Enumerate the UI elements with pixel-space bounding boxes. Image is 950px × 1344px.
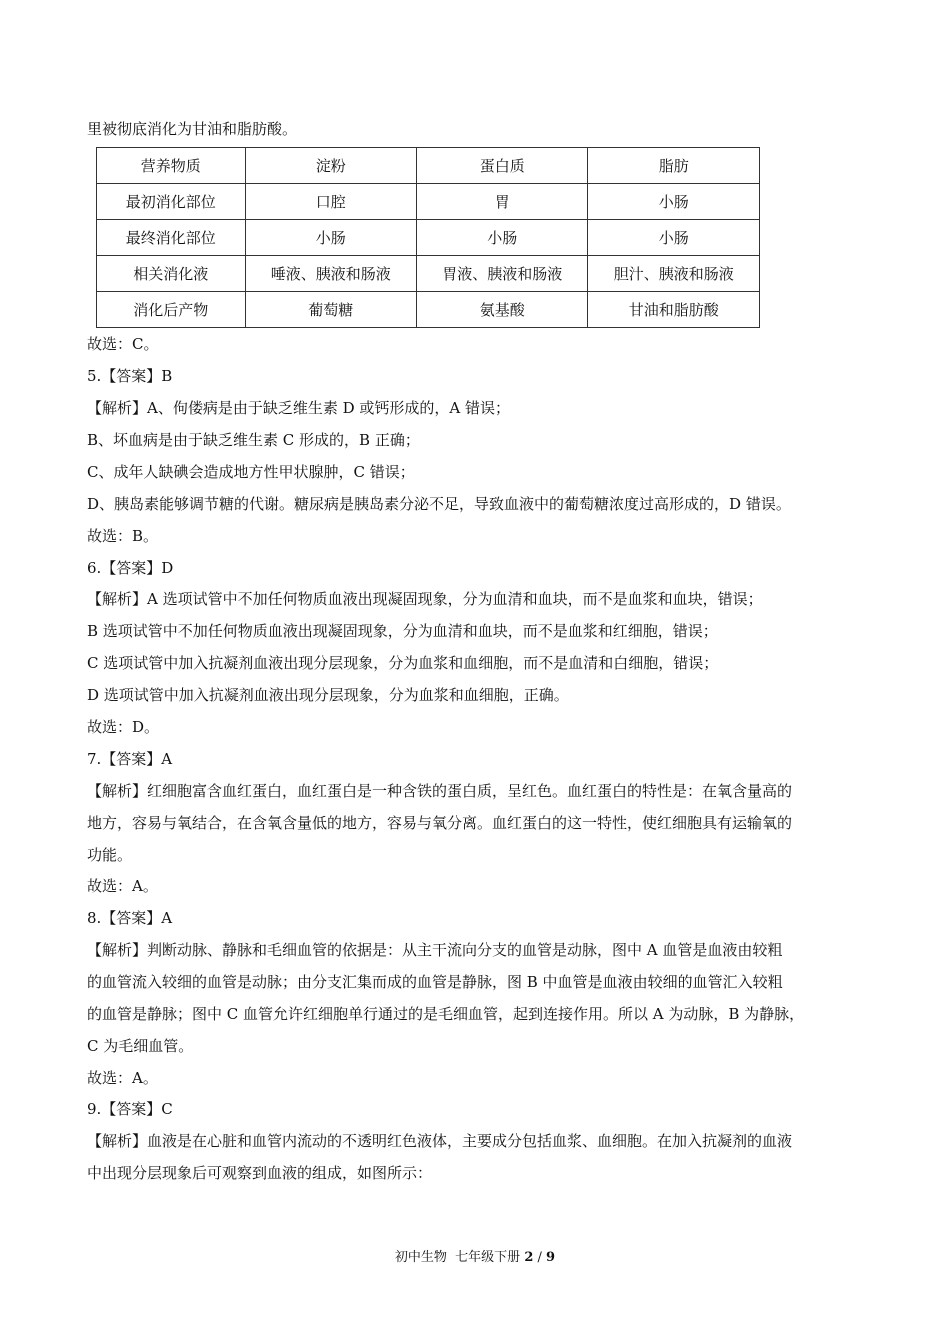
table-cell: 消化后产物 [97,292,246,328]
answer-heading: 5.【答案】B [87,367,173,385]
analysis-text: B 选项试管中不加任何物质血液出现凝固现象，分为血清和血块，而不是血浆和红细胞，错误； [87,622,718,640]
table-cell: 最初消化部位 [97,184,246,220]
table-cell: 胆汁、胰液和肠液 [588,256,760,292]
page-footer [0,1246,950,1265]
analysis-text: 地方，容易与氧结合，在含氧含量低的地方，容易与氧分离。血红蛋白的这一特性，使红细胞具有运输氧的 [87,814,793,832]
analysis-text: 功能。 [87,846,133,864]
footer-page-number: 2 [524,1250,534,1265]
table-cell: 小肠 [417,220,588,256]
table-cell: 氨基酸 [417,292,588,328]
table-cell: 相关消化液 [97,256,246,292]
answer-choice: 故选：A。 [87,1069,158,1087]
table-cell: 最终消化部位 [97,220,246,256]
answer-choice: 故选：A。 [87,877,158,895]
table-cell: 蛋白质 [417,148,588,184]
analysis-text: 【解析】血液是在心脏和血管内流动的不透明红色液体，主要成分包括血浆、血细胞。在加入抗凝剂的血液 [87,1132,793,1150]
footer-subject: 初中生物 [394,1250,447,1265]
table-cell: 胃液、胰液和肠液 [417,256,588,292]
answer-heading: 8.【答案】A [87,909,173,927]
table-row [97,256,760,292]
answer-choice: 故选：D。 [87,718,160,736]
analysis-text: B、坏血病是由于缺乏维生素 C 形成的，B 正确； [87,431,420,449]
table-cell: 口腔 [245,184,416,220]
answer-heading: 9.【答案】C [87,1100,173,1118]
table-cell: 淀粉 [245,148,416,184]
table-cell: 小肠 [588,184,760,220]
footer-page-total: 9 [546,1250,556,1265]
table-cell: 唾液、胰液和肠液 [245,256,416,292]
footer-grade: 七年级下册 [455,1250,521,1265]
analysis-text: C、成年人缺碘会造成地方性甲状腺肿，C 错误； [87,463,415,481]
table-cell: 小肠 [588,220,760,256]
table-row [97,148,760,184]
analysis-text: 【解析】红细胞富含血红蛋白，血红蛋白是一种含铁的蛋白质，呈红色。血红蛋白的特性是：在氧含量高的 [87,782,793,800]
analysis-text: C 为毛细血管。 [87,1037,194,1055]
table-row [97,184,760,220]
table-cell: 葡萄糖 [245,292,416,328]
table-row [97,220,760,256]
answer-choice: 故选：B。 [87,527,159,545]
analysis-text: 的血管流入较细的血管是动脉；由分支汇集而成的血管是静脉，图 B 中血管是血液由较细的血管汇入较粗 [87,973,783,991]
table-cell: 脂肪 [588,148,760,184]
table-cell: 甘油和脂肪酸 [588,292,760,328]
footer-separator: / [537,1250,542,1265]
answer-choice: 故选：C。 [87,335,159,353]
answer-heading: 7.【答案】A [87,750,173,768]
analysis-text: 【解析】A 选项试管中不加任何物质血液出现凝固现象，分为血清和血块，而不是血浆和血块，错误； [87,590,763,608]
analysis-text: 的血管是静脉；图中 C 血管允许红细胞单行通过的是毛细血管，起到连接作用。所以 A 为动脉，B 为静脉， [87,1005,805,1023]
analysis-text: 【解析】判断动脉、静脉和毛细血管的依据是：从主干流向分支的血管是动脉，图中 A 血管是血液由较粗 [87,941,783,959]
table-cell: 胃 [417,184,588,220]
analysis-text: 【解析】A、佝偻病是由于缺乏维生素 D 或钙形成的，A 错误； [87,399,510,417]
table-row [97,292,760,328]
analysis-text: D 选项试管中加入抗凝剂血液出现分层现象，分为血浆和血细胞，正确。 [87,686,569,704]
table-cell: 营养物质 [97,148,246,184]
analysis-text: D、胰岛素能够调节糖的代谢。糖尿病是胰岛素分泌不足，导致血液中的葡萄糖浓度过高形成的，D 错误。 [87,495,791,513]
table-cell: 小肠 [245,220,416,256]
answer-heading: 6.【答案】D [87,559,174,577]
intro-text: 里被彻底消化为甘油和脂肪酸。 [87,120,298,138]
analysis-text: 中出现分层现象后可观察到血液的组成，如图所示： [87,1164,433,1182]
digestion-table [96,147,760,328]
analysis-text: C 选项试管中加入抗凝剂血液出现分层现象，分为血浆和血细胞，而不是血清和白细胞，错误； [87,654,719,672]
